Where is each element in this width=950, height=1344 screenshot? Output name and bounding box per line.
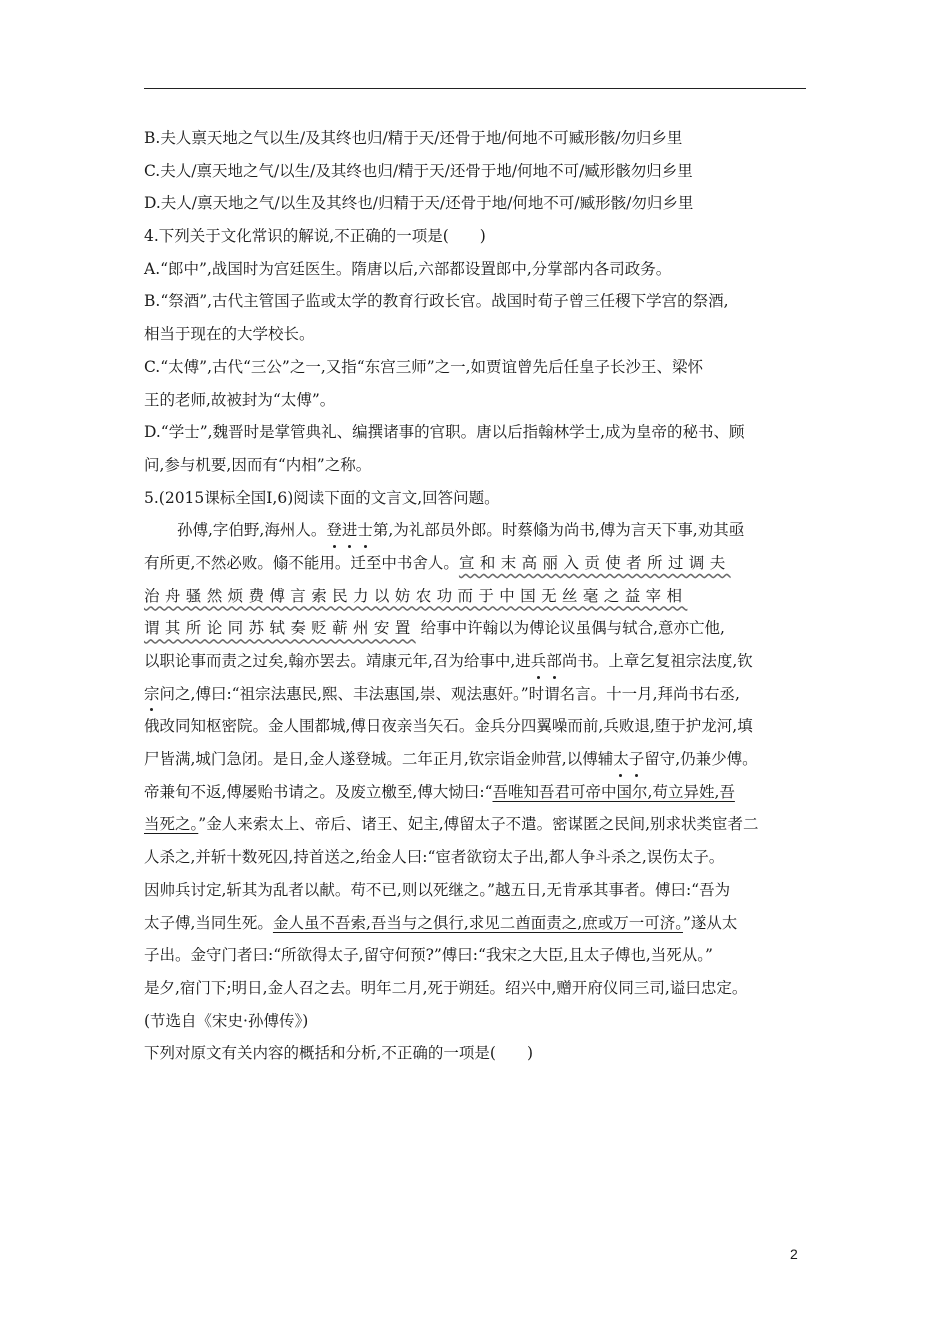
text-run: 以职论事而责之过矣,翰亦罢去。靖康元年,召为给事中,进 (144, 652, 531, 670)
text-line (144, 743, 806, 776)
text-line (144, 351, 806, 384)
text-run: ”金人来索太上、帝后、诸王、妃主,傅留太子不遣。密谋匿之民间,别求状类宦者二 (198, 815, 759, 834)
text-run: 问,参与机要,因而有“内相”之称。 (144, 455, 372, 474)
text-run: 尚书。上章乞复祖宗法度,钦 (561, 652, 753, 670)
text-line (144, 907, 806, 940)
text-run: B.“祭酒”,古代主管国子监或太学的教育行政长官。战国时荀子曾三任稷下学宫的祭酒, (144, 292, 729, 311)
text-run: 第,为礼部员外郎。时蔡翛为尚书,傅为言天下事,劝其亟 (372, 521, 745, 540)
text-run: C.“太傅”,古代“三公”之一,又指“东宫三师”之一,如贾谊曾先后任皇子长沙王、梁怀 (144, 357, 704, 376)
text-run: 人杀之,并斩十数死囚,持首送之,绐金人曰:“宦者欲窃太子出,都人争斗杀之,误伤太子。 (144, 848, 725, 867)
text-line (144, 514, 806, 547)
text-line (144, 580, 806, 613)
emphasis-dotted-char: 部 (546, 645, 562, 678)
text-run: 问之,傅曰:“祖宗法惠民,熙、丰法惠国,崇、观法惠奸。”时谓名言。十一月,拜尚书右丞, (159, 684, 740, 703)
text-run: 给事中许翰以为傅论议虽偶与轼合,意亦亡他, (415, 619, 725, 638)
text-run: 5.(2015课标全国Ⅰ,6)阅读下面的文言文,回答问题。 (144, 488, 500, 507)
wavy-underlined-passage: 谓其所论同苏轼奏贬蕲州安置 (144, 619, 416, 638)
emphasis-dotted-char: 登 (326, 514, 342, 547)
text-run: 相当于现在的大学校长。 (144, 325, 315, 344)
text-line (144, 808, 806, 841)
text-line (144, 253, 806, 286)
text-run: 太子傅,当同生死。 (144, 913, 273, 932)
document-body (144, 122, 806, 1070)
text-line (144, 285, 806, 318)
emphasis-dotted-char: 进 (342, 514, 358, 547)
text-run: 王的老师,故被封为“太傅”。 (144, 390, 336, 409)
page-number: 2 (790, 1246, 798, 1262)
header-rule (144, 88, 806, 89)
text-line (144, 220, 806, 253)
text-run: 留守,仍兼少傅。 (644, 750, 758, 769)
text-run: A.“郎中”,战国时为宫廷医生。隋唐以后,六部都设置郎中,分掌部内各司政务。 (144, 259, 672, 278)
text-run: 帝兼旬不返,傅屡贻书请之。及废立檄至,傅大恸曰:“ (144, 782, 493, 801)
wavy-underlined-passage: 治舟骚然烦费傅言索民力以妨农功而于中国无丝毫之益宰相 (144, 586, 688, 605)
text-line (144, 841, 806, 874)
text-line (144, 155, 806, 188)
text-line (144, 874, 806, 907)
underlined-sentence: 金人虽不吾索,吾当与之俱行,求见二酋面责之,庶或万一可济。 (272, 913, 683, 932)
text-line (144, 612, 806, 645)
text-run: C.夫人/禀天地之气/以生/及其终也归/精于天/还骨于地/何地不可/臧形骸勿归乡里 (144, 161, 693, 180)
text-line (144, 416, 806, 449)
text-run: 子出。金守门者曰:“所欲得太子,留守何预?”傅曰:“我宋之大臣,且太子傅也,当死从。” (144, 946, 713, 965)
text-run: 俄改同知枢密院。金人围都城,傅日夜亲当矢石。金兵分四翼噪而前,兵败退,堕于护龙河,填 (144, 717, 753, 736)
emphasis-dotted-char: 兵 (531, 645, 547, 678)
text-line (144, 547, 806, 580)
underlined-sentence: 吾唯知吾君可帝中国尔,苟立异姓,吾 (492, 782, 735, 801)
text-line (144, 482, 806, 515)
text-run: 4.下列关于文化常识的解说,不正确的一项是( ) (144, 227, 486, 246)
text-run: 因帅兵讨定,斩其为乱者以献。苟不已,则以死继之。”越五日,无肯承其事者。傅曰:“吾为 (144, 880, 731, 899)
text-run: 是夕,宿门下;明日,金人召之去。明年二月,死于朔廷。绍兴中,赠开府仪同三司,谥曰忠定。 (144, 978, 748, 997)
text-line (144, 318, 806, 351)
underlined-sentence: 当死之。 (144, 815, 199, 834)
text-line (144, 645, 806, 678)
text-run: B.夫人禀天地之气以生/及其终也归/精于天/还骨于地/何地不可臧形骸/勿归乡里 (144, 129, 683, 147)
text-run: 下列对原文有关内容的概括和分析,不正确的一项是( ) (144, 1044, 534, 1063)
text-run: 有所更,不然必败。翛不能用。迁至中书舍人。 (144, 553, 459, 572)
text-line (144, 122, 806, 155)
emphasis-dotted-char: 士 (357, 514, 373, 547)
emphasis-dotted-char: 子 (629, 743, 645, 776)
text-line (144, 776, 806, 809)
text-line (144, 384, 806, 417)
wavy-underlined-passage: 宣和末高丽入贡使者所过调夫 (458, 553, 731, 572)
text-line (144, 449, 806, 482)
text-line (144, 1037, 806, 1070)
text-line (144, 939, 806, 972)
text-line (144, 187, 806, 220)
text-run: 尸皆满,城门急闭。是日,金人遂登城。二年正月,钦宗诣金帅营,以傅辅 (144, 750, 614, 769)
text-run: 孙傅,字伯野,海州人。 (177, 521, 327, 540)
text-run: D.“学士”,魏晋时是掌管典礼、编撰诸事的官职。唐以后指翰林学士,成为皇帝的秘书、顾 (144, 423, 745, 442)
emphasis-dotted-char: 宗 (144, 678, 160, 711)
text-run: (节选自《宋史·孙傅传》) (144, 1011, 309, 1030)
text-line (144, 1005, 806, 1038)
text-line (144, 678, 806, 711)
emphasis-dotted-char: 太 (613, 743, 629, 776)
text-line (144, 710, 806, 743)
text-run: ”遂从太 (682, 913, 738, 932)
text-line (144, 972, 806, 1005)
text-run: D.夫人/禀天地之气/以生及其终也/归精于天/还骨于地/何地不可/臧形骸/勿归乡里 (144, 194, 694, 213)
